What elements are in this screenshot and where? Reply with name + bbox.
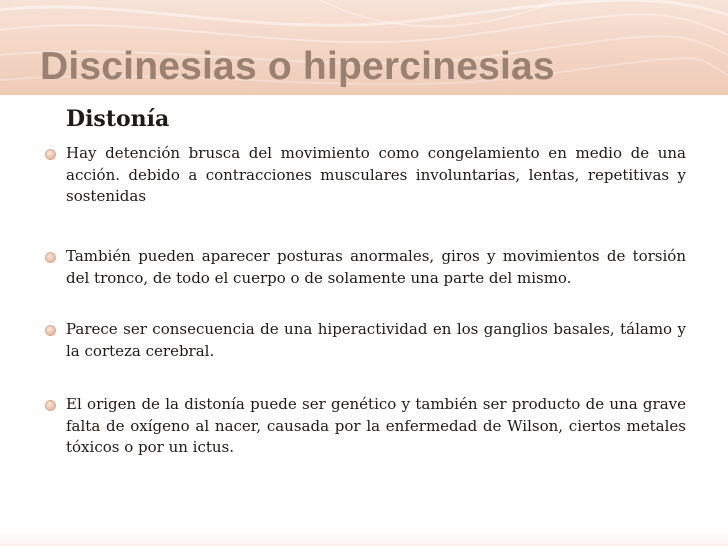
slide-subtitle: Distonía [66, 106, 170, 132]
bullet-text: También pueden aparecer posturas anormales, giros y movimientos de torsión del tronco, de todo el cuerpo o de solamente una parte del mismo. [66, 247, 686, 287]
bullet-icon [45, 400, 56, 411]
bullet-text: Hay detención brusca del movimiento como congelamiento en medio de una acción. debido a contracciones musculares involuntarias, lentas, repetitivas y sostenidas [66, 144, 686, 205]
footer-band [0, 531, 728, 546]
bullet-icon [45, 325, 56, 336]
bullet-text: Parece ser consecuencia de una hiperactividad en los ganglios basales, tálamo y la corteza cerebral. [66, 320, 686, 360]
bullet-icon [45, 149, 56, 160]
bullet-text: El origen de la distonía puede ser genético y también ser producto de una grave falta de oxígeno al nacer, causada por la enfermedad de Wilson, ciertos metales tóxicos o por un ictus. [66, 395, 686, 456]
bullet-icon [45, 252, 56, 263]
slide-title: Discinesias o hipercinesias [40, 45, 555, 88]
